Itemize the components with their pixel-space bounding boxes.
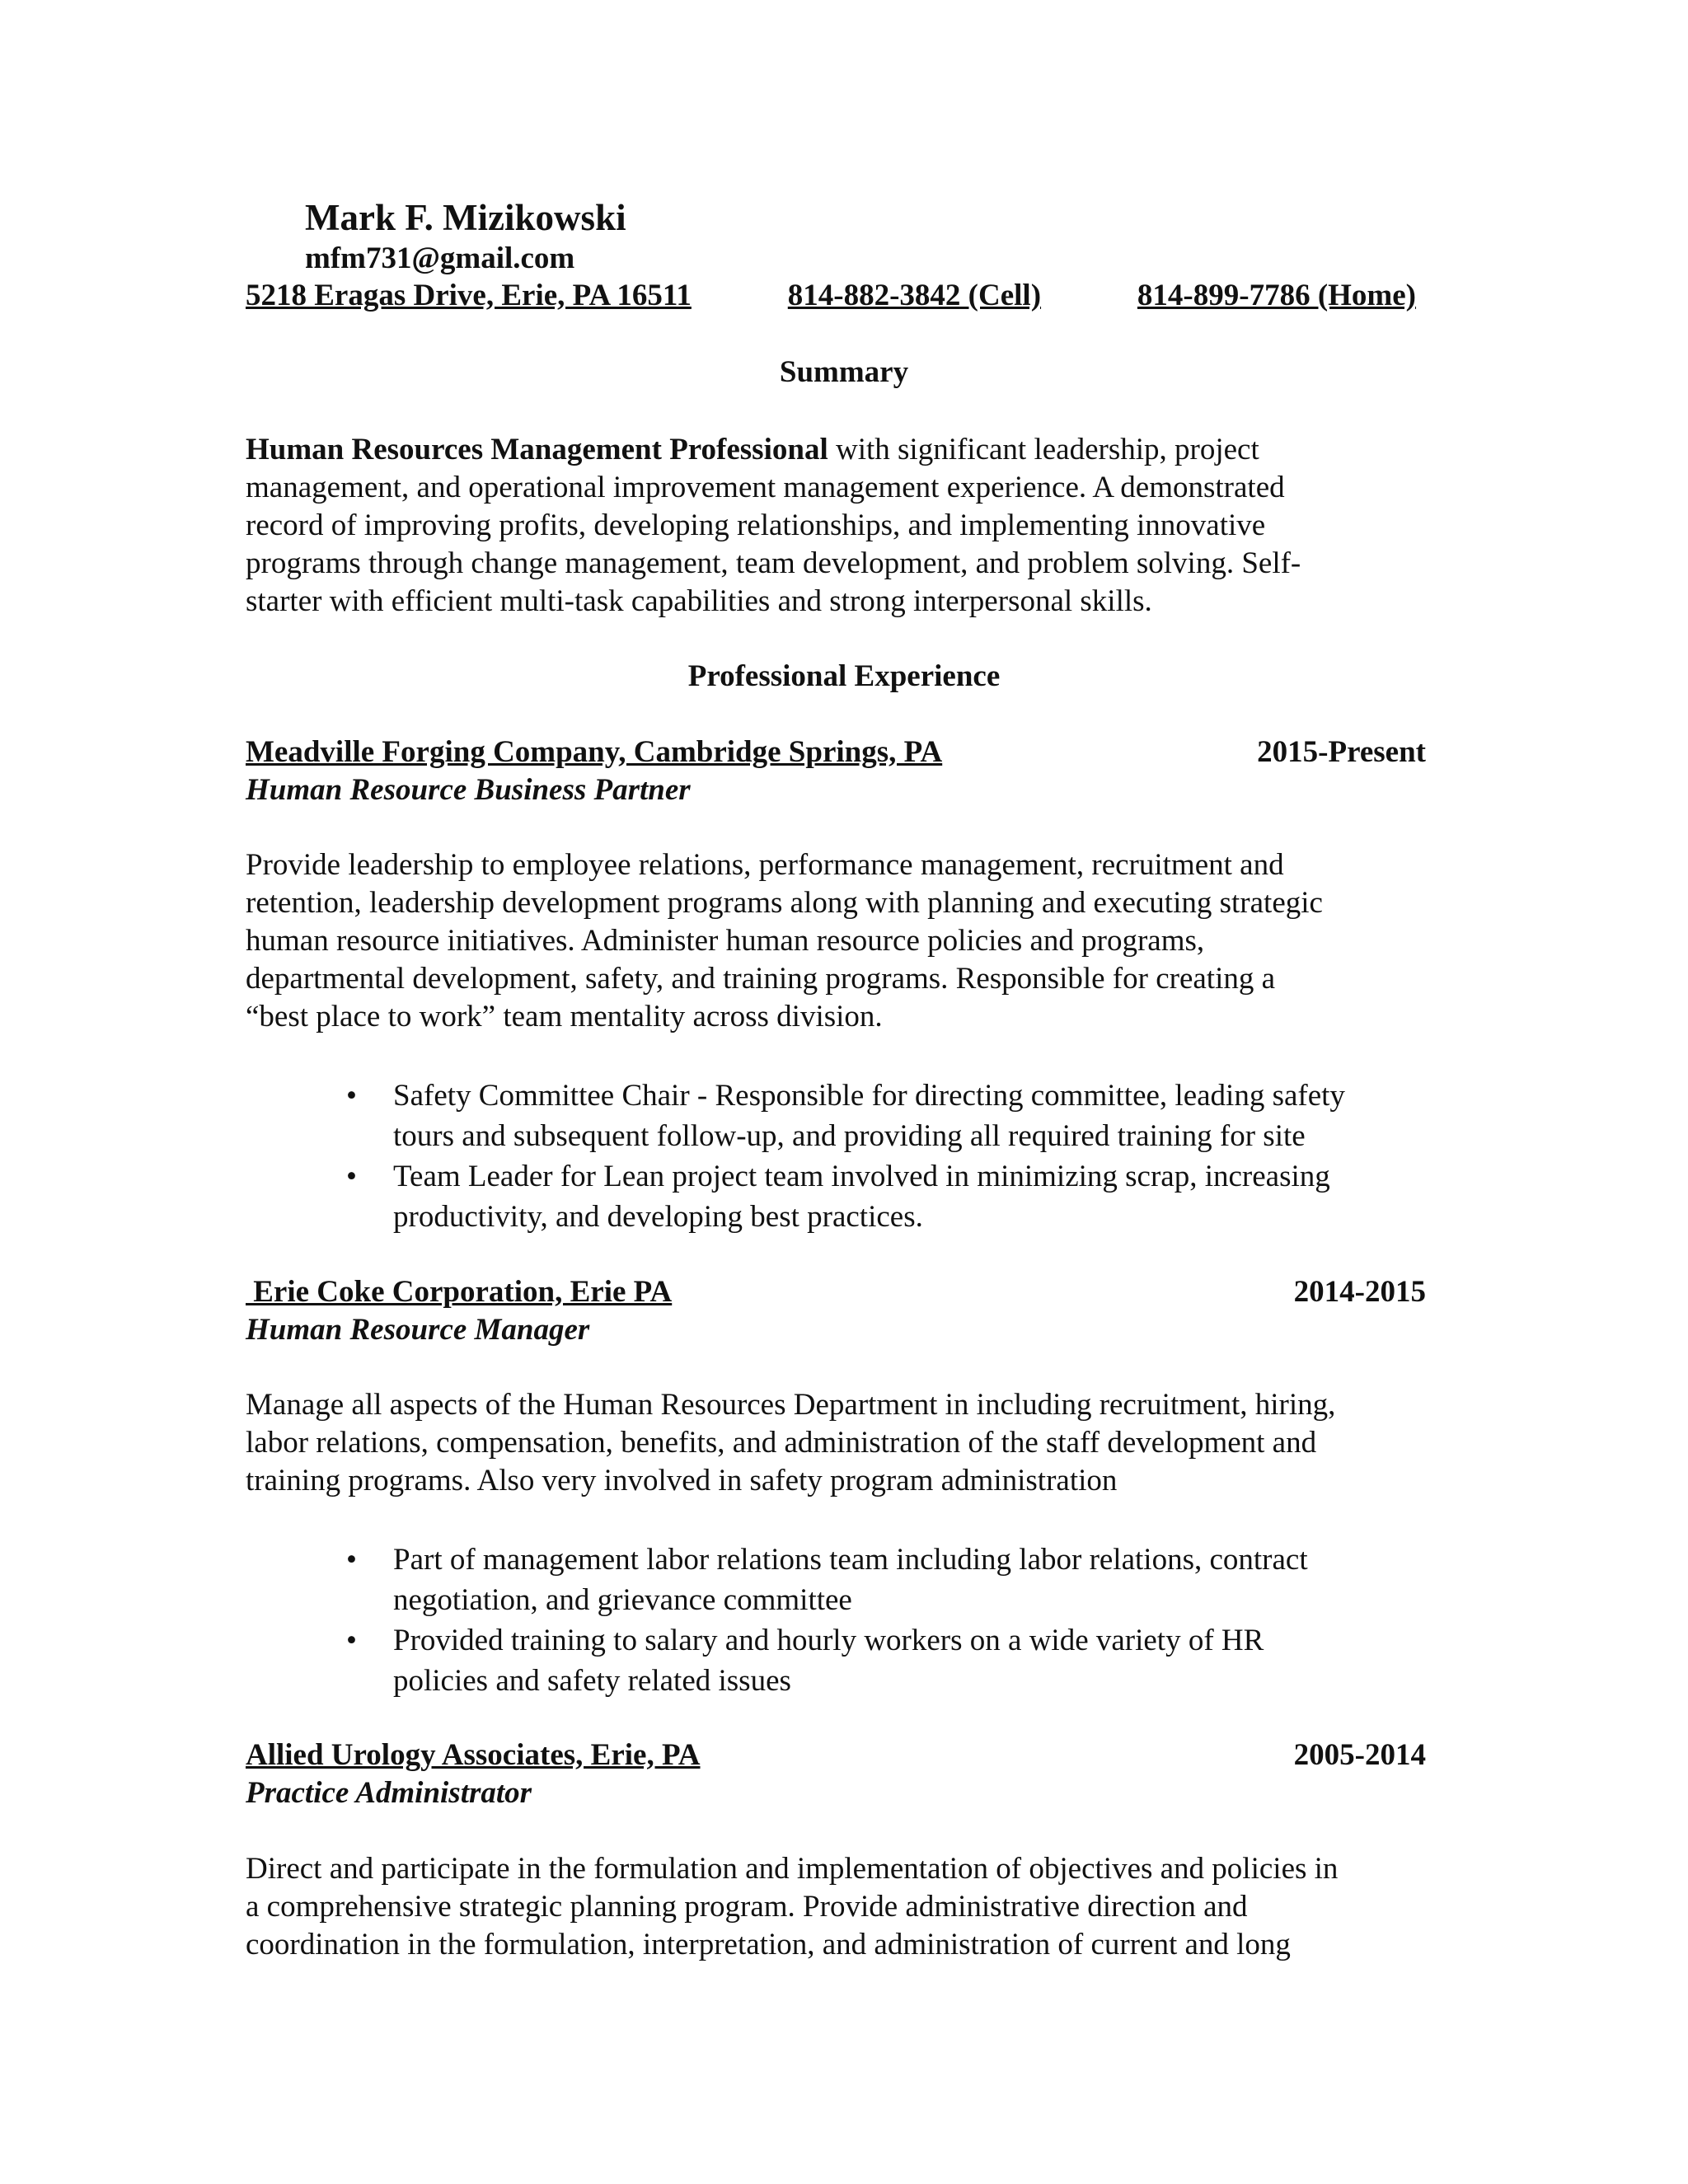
description-line: Direct and participate in the formulation and implementation of objectives and policies in [246,1852,1339,1886]
home-phone: 814-899-7786 (Home) [1137,279,1416,312]
description-line: departmental development, safety, and training programs. Responsible for creating a [246,962,1276,996]
job-description [246,1386,1424,1500]
bullet-icon: • [346,1624,357,1657]
job-description [246,846,1424,1036]
summary-lead: Human Resources Management Professional [246,433,828,466]
description-line: coordination in the formulation, interpretation, and administration of current and long [246,1928,1291,1961]
job-header [246,1737,1426,1773]
description-line: training programs. Also very involved in safety program administration [246,1464,1118,1497]
summary-heading: Summary [779,355,909,389]
job-dates: 2014-2015 [1293,1275,1426,1309]
bullet-icon: • [346,1160,357,1193]
description-line: retention, leadership development programs along with planning and executing strategic [246,886,1323,920]
summary-line: Human Resources Management Professional with significant leadership, project [246,433,1259,466]
job-bullets [346,1076,1434,1237]
job-title: Practice Administrator [246,1776,532,1810]
job-dates: 2005-2014 [1293,1738,1426,1772]
contact-line [246,278,1416,313]
description-line: Manage all aspects of the Human Resources Department in including recruitment, hiring, [246,1388,1336,1422]
summary-line: management, and operational improvement management experience. A demonstrated [246,471,1285,504]
cell-phone: 814-882-3842 (Cell) [787,279,1042,312]
description-line: labor relations, compensation, benefits, and administration of the staff development and [246,1426,1317,1460]
bullet-item: • Part of management labor relations team including labor relations, contract negotiation, and grievance committee [346,1540,1434,1620]
summary-line: programs through change management, team development, and problem solving. Self- [246,546,1301,580]
job-title: Human Resource Manager [246,1313,590,1347]
bullet-icon: • [346,1543,357,1577]
company-name: Erie Coke Corporation, Erie PA [246,1275,673,1309]
company-name: Allied Urology Associates, Erie, PA [246,1738,701,1772]
bullet-item: • Team Leader for Lean project team involved in minimizing scrap, increasing productivity, and developing best practices. [346,1156,1434,1237]
address: 5218 Eragas Drive, Erie, PA 16511 [246,279,692,312]
company-name: Meadville Forging Company, Cambridge Springs, PA [246,735,943,769]
bullet-item: • Safety Committee Chair - Responsible for directing committee, leading safety tours and subsequent follow-up, and providing all required training for site [346,1076,1434,1156]
summary-line: starter with efficient multi-task capabilities and strong interpersonal skills. [246,584,1152,618]
candidate-email: mfm731@gmail.com [305,241,575,275]
job-bullets [346,1540,1434,1701]
description-line: “best place to work” team mentality across division. [246,1000,883,1033]
bullet-icon: • [346,1079,357,1113]
description-line: Provide leadership to employee relations, performance management, recruitment and [246,848,1284,882]
description-line: human resource initiatives. Administer human resource policies and programs, [246,924,1205,958]
job-header [246,734,1426,770]
job-header [246,1274,1426,1310]
job-title: Human Resource Business Partner [246,773,691,807]
summary-paragraph [246,431,1424,621]
job-dates: 2015-Present [1257,735,1426,769]
experience-heading: Professional Experience [687,659,1001,693]
candidate-name: Mark F. Mizikowski [305,197,626,238]
job-description [246,1850,1424,1964]
summary-line: record of improving profits, developing relationships, and implementing innovative [246,509,1266,542]
bullet-item: • Provided training to salary and hourly workers on a wide variety of HR policies and safety related issues [346,1620,1434,1701]
description-line: a comprehensive strategic planning program. Provide administrative direction and [246,1890,1248,1924]
